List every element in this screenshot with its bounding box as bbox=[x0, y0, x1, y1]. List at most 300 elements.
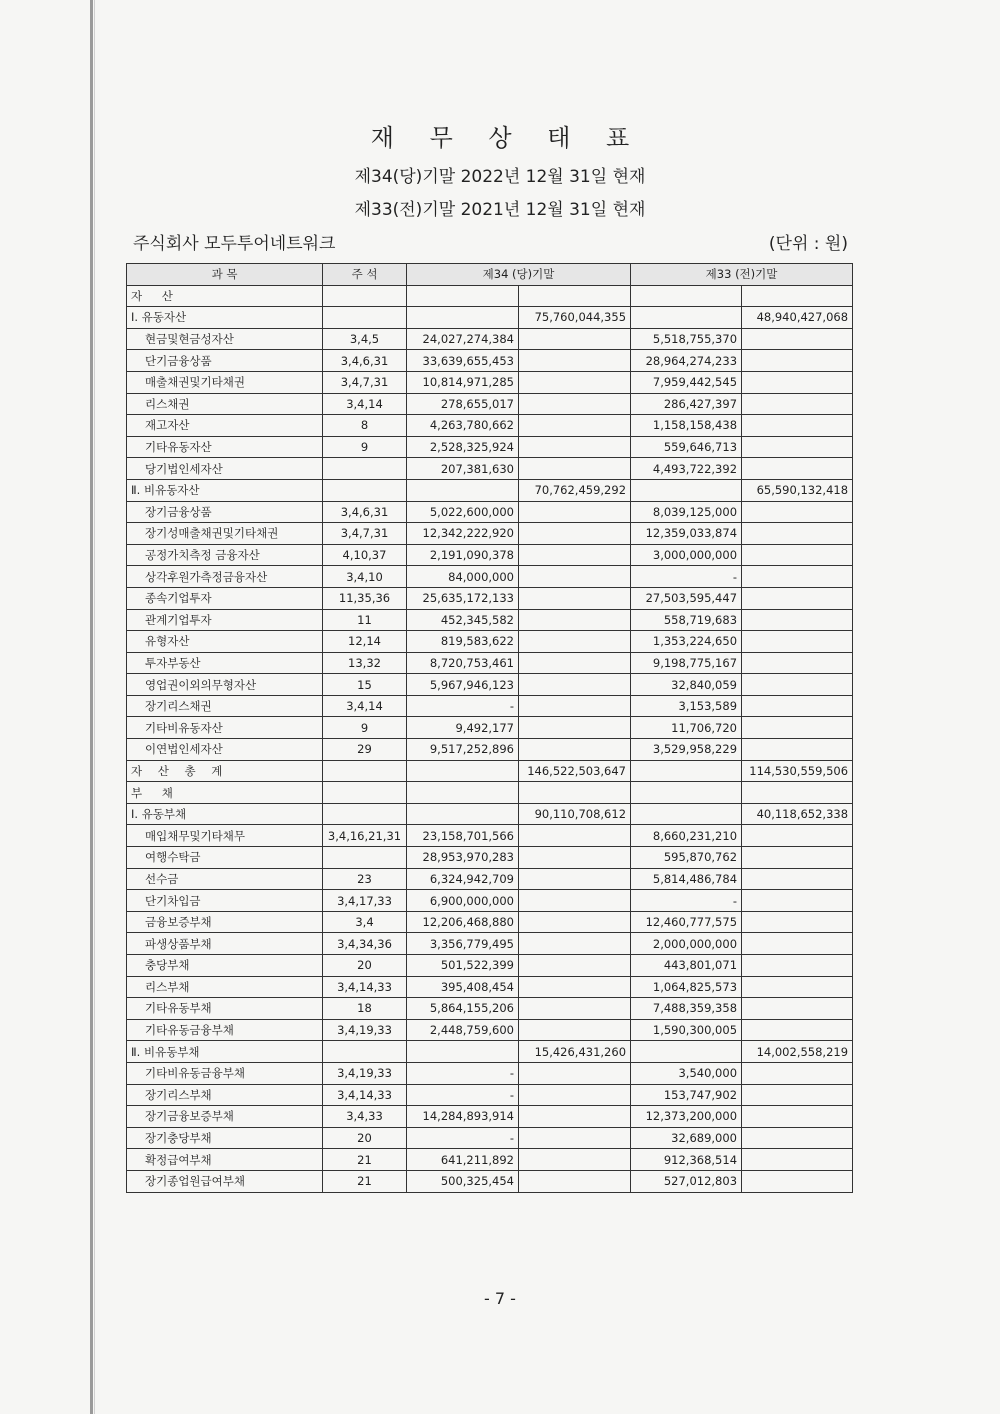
account-name: 장기종업원급여부채 bbox=[127, 1170, 323, 1192]
document-title: 재 무 상 태 표 bbox=[370, 124, 644, 152]
table-row-item bbox=[127, 501, 853, 523]
prior-item-cell: 3,000,000,000 bbox=[631, 544, 742, 566]
note-cell: 21 bbox=[323, 1149, 407, 1171]
note-cell: 29 bbox=[323, 739, 407, 761]
current-total-cell bbox=[519, 739, 631, 761]
account-name: 선수금 bbox=[127, 868, 323, 890]
prior-total-cell: 14,002,558,219 bbox=[742, 1041, 853, 1063]
current-item-cell: 25,635,172,133 bbox=[407, 587, 519, 609]
account-name: 기타비유동금융부채 bbox=[127, 1062, 323, 1084]
prior-item-cell: 8,039,125,000 bbox=[631, 501, 742, 523]
prior-item-cell: 3,540,000 bbox=[631, 1062, 742, 1084]
current-total-cell bbox=[519, 415, 631, 437]
account-name: 매입채무및기타채무 bbox=[127, 825, 323, 847]
note-cell: 18 bbox=[323, 998, 407, 1020]
current-total-cell bbox=[519, 544, 631, 566]
table-row-item bbox=[127, 739, 853, 761]
note-cell: 3,4,7,31 bbox=[323, 523, 407, 545]
account-name: 장기리스채권 bbox=[127, 695, 323, 717]
table-row-item bbox=[127, 868, 853, 890]
note-cell: 23 bbox=[323, 868, 407, 890]
account-name: 금융보증부채 bbox=[127, 911, 323, 933]
current-total-cell: 75,760,044,355 bbox=[519, 307, 631, 329]
note-cell bbox=[323, 803, 407, 825]
prior-total-cell bbox=[742, 1106, 853, 1128]
balance-sheet-table bbox=[126, 263, 853, 1193]
period-current: 제34(당)기말 2022년 12월 31일 현재 bbox=[354, 167, 646, 187]
current-total-cell bbox=[519, 371, 631, 393]
current-total-cell bbox=[519, 631, 631, 653]
current-total-cell bbox=[519, 911, 631, 933]
prior-item-cell: 7,959,442,545 bbox=[631, 371, 742, 393]
table-row-section bbox=[127, 782, 853, 804]
note-cell bbox=[323, 458, 407, 480]
note-cell: 4,10,37 bbox=[323, 544, 407, 566]
current-total-cell bbox=[519, 695, 631, 717]
current-item-cell: 10,814,971,285 bbox=[407, 371, 519, 393]
note-cell: 3,4,14 bbox=[323, 695, 407, 717]
table-row-item bbox=[127, 631, 853, 653]
account-name: 유형자산 bbox=[127, 631, 323, 653]
prior-total-cell bbox=[742, 782, 853, 804]
prior-item-cell: 12,373,200,000 bbox=[631, 1106, 742, 1128]
current-item-cell bbox=[407, 1041, 519, 1063]
note-cell bbox=[323, 782, 407, 804]
prior-item-cell: 5,518,755,370 bbox=[631, 328, 742, 350]
current-item-cell: 9,517,252,896 bbox=[407, 739, 519, 761]
prior-total-cell bbox=[742, 285, 853, 307]
note-cell: 3,4,6,31 bbox=[323, 350, 407, 372]
prior-total-cell bbox=[742, 1170, 853, 1192]
note-cell: 3,4,7,31 bbox=[323, 371, 407, 393]
total-label: 자 산 총 계 bbox=[127, 760, 323, 782]
note-cell: 20 bbox=[323, 955, 407, 977]
prior-item-cell: 28,964,274,233 bbox=[631, 350, 742, 372]
account-name: 당기법인세자산 bbox=[127, 458, 323, 480]
current-total-cell bbox=[519, 350, 631, 372]
account-name: 리스부채 bbox=[127, 976, 323, 998]
note-cell: 3,4,14 bbox=[323, 393, 407, 415]
prior-total-cell bbox=[742, 695, 853, 717]
account-name: 파생상품부채 bbox=[127, 933, 323, 955]
group-label: Ⅰ. 유동자산 bbox=[127, 307, 323, 329]
current-total-cell bbox=[519, 933, 631, 955]
prior-total-cell: 48,940,427,068 bbox=[742, 307, 853, 329]
prior-total-cell bbox=[742, 1084, 853, 1106]
account-name: 상각후원가측정금융자산 bbox=[127, 566, 323, 588]
note-cell: 9 bbox=[323, 436, 407, 458]
current-item-cell: 2,448,759,600 bbox=[407, 1019, 519, 1041]
prior-total-cell bbox=[742, 566, 853, 588]
prior-item-cell: 27,503,595,447 bbox=[631, 587, 742, 609]
table-row-item bbox=[127, 544, 853, 566]
prior-total-cell bbox=[742, 631, 853, 653]
table-row-item bbox=[127, 328, 853, 350]
prior-item-cell: 3,153,589 bbox=[631, 695, 742, 717]
current-item-cell: 33,639,655,453 bbox=[407, 350, 519, 372]
prior-total-cell bbox=[742, 976, 853, 998]
prior-total-cell bbox=[742, 350, 853, 372]
current-total-cell bbox=[519, 523, 631, 545]
note-cell: 11,35,36 bbox=[323, 587, 407, 609]
account-name: 장기금융상품 bbox=[127, 501, 323, 523]
current-item-cell: 5,967,946,123 bbox=[407, 674, 519, 696]
note-cell: 9 bbox=[323, 717, 407, 739]
header-account: 과 목 bbox=[127, 264, 323, 286]
table-row-item bbox=[127, 890, 853, 912]
current-item-cell: 5,022,600,000 bbox=[407, 501, 519, 523]
prior-item-cell: 12,460,777,575 bbox=[631, 911, 742, 933]
prior-total-cell bbox=[742, 911, 853, 933]
note-cell: 11 bbox=[323, 609, 407, 631]
account-name: 기타유동금융부채 bbox=[127, 1019, 323, 1041]
table-row-item bbox=[127, 652, 853, 674]
current-total-cell bbox=[519, 285, 631, 307]
note-cell: 3,4,10 bbox=[323, 566, 407, 588]
prior-total-cell bbox=[742, 739, 853, 761]
table-row-item bbox=[127, 393, 853, 415]
current-item-cell: 4,263,780,662 bbox=[407, 415, 519, 437]
current-item-cell: 9,492,177 bbox=[407, 717, 519, 739]
note-cell: 3,4,16,21,31 bbox=[323, 825, 407, 847]
current-total-cell bbox=[519, 609, 631, 631]
current-total-cell bbox=[519, 458, 631, 480]
current-item-cell: - bbox=[407, 1084, 519, 1106]
current-item-cell: 278,655,017 bbox=[407, 393, 519, 415]
table-row-item bbox=[127, 847, 853, 869]
account-name: 재고자산 bbox=[127, 415, 323, 437]
note-cell bbox=[323, 307, 407, 329]
table-row-item bbox=[127, 1149, 853, 1171]
account-name: 장기리스부채 bbox=[127, 1084, 323, 1106]
table-row-item bbox=[127, 609, 853, 631]
current-item-cell: 2,191,090,378 bbox=[407, 544, 519, 566]
table-row-group bbox=[127, 803, 853, 825]
table-row-item bbox=[127, 371, 853, 393]
prior-item-cell: 12,359,033,874 bbox=[631, 523, 742, 545]
note-cell bbox=[323, 285, 407, 307]
table-row-item bbox=[127, 976, 853, 998]
group-label: Ⅰ. 유동부채 bbox=[127, 803, 323, 825]
prior-total-cell bbox=[742, 436, 853, 458]
prior-total-cell bbox=[742, 458, 853, 480]
current-total-cell bbox=[519, 782, 631, 804]
current-item-cell: 14,284,893,914 bbox=[407, 1106, 519, 1128]
current-total-cell bbox=[519, 1062, 631, 1084]
prior-total-cell bbox=[742, 652, 853, 674]
table-row-item bbox=[127, 674, 853, 696]
prior-item-cell: 912,368,514 bbox=[631, 1149, 742, 1171]
current-total-cell bbox=[519, 328, 631, 350]
current-item-cell: 84,000,000 bbox=[407, 566, 519, 588]
current-total-cell bbox=[519, 955, 631, 977]
group-label: Ⅱ. 비유동자산 bbox=[127, 479, 323, 501]
table-row-group bbox=[127, 479, 853, 501]
prior-total-cell bbox=[742, 847, 853, 869]
table-row-item bbox=[127, 1170, 853, 1192]
account-name: 이연법인세자산 bbox=[127, 739, 323, 761]
current-item-cell: - bbox=[407, 1062, 519, 1084]
prior-item-cell: - bbox=[631, 890, 742, 912]
table-row-item bbox=[127, 825, 853, 847]
current-item-cell: 500,325,454 bbox=[407, 1170, 519, 1192]
note-cell: 3,4,19,33 bbox=[323, 1062, 407, 1084]
prior-item-cell: 9,198,775,167 bbox=[631, 652, 742, 674]
prior-total-cell bbox=[742, 890, 853, 912]
prior-total-cell bbox=[742, 955, 853, 977]
current-item-cell bbox=[407, 285, 519, 307]
table-row-item bbox=[127, 911, 853, 933]
table-row-item bbox=[127, 566, 853, 588]
current-total-cell bbox=[519, 587, 631, 609]
prior-item-cell: 558,719,683 bbox=[631, 609, 742, 631]
table-row-item bbox=[127, 933, 853, 955]
current-total-cell bbox=[519, 1106, 631, 1128]
prior-item-cell bbox=[631, 760, 742, 782]
table-body bbox=[127, 285, 853, 1192]
current-item-cell bbox=[407, 760, 519, 782]
prior-item-cell bbox=[631, 803, 742, 825]
current-total-cell bbox=[519, 825, 631, 847]
table-row-item bbox=[127, 587, 853, 609]
prior-item-cell: 4,493,722,392 bbox=[631, 458, 742, 480]
current-item-cell: 12,342,222,920 bbox=[407, 523, 519, 545]
prior-item-cell: 1,590,300,005 bbox=[631, 1019, 742, 1041]
prior-total-cell bbox=[742, 328, 853, 350]
prior-item-cell: 7,488,359,358 bbox=[631, 998, 742, 1020]
prior-total-cell bbox=[742, 825, 853, 847]
section-label: 자 산 bbox=[127, 285, 323, 307]
page-number: - 7 - bbox=[484, 1289, 516, 1308]
table-row-item bbox=[127, 458, 853, 480]
prior-total-cell bbox=[742, 1127, 853, 1149]
header-current-period: 제34 (당)기말 bbox=[407, 264, 631, 286]
current-item-cell: 6,900,000,000 bbox=[407, 890, 519, 912]
current-total-cell: 15,426,431,260 bbox=[519, 1041, 631, 1063]
prior-item-cell: 2,000,000,000 bbox=[631, 933, 742, 955]
account-name: 관계기업투자 bbox=[127, 609, 323, 631]
table-row-item bbox=[127, 436, 853, 458]
note-cell: 3,4,34,36 bbox=[323, 933, 407, 955]
note-cell bbox=[323, 847, 407, 869]
note-cell: 15 bbox=[323, 674, 407, 696]
header-note: 주 석 bbox=[323, 264, 407, 286]
current-total-cell bbox=[519, 1170, 631, 1192]
prior-total-cell bbox=[742, 674, 853, 696]
note-cell bbox=[323, 479, 407, 501]
table-row-item bbox=[127, 1127, 853, 1149]
note-cell bbox=[323, 760, 407, 782]
current-total-cell bbox=[519, 393, 631, 415]
table-row-item bbox=[127, 955, 853, 977]
table-row-item bbox=[127, 717, 853, 739]
current-item-cell: - bbox=[407, 695, 519, 717]
note-cell bbox=[323, 1041, 407, 1063]
prior-total-cell: 114,530,559,506 bbox=[742, 760, 853, 782]
current-total-cell bbox=[519, 566, 631, 588]
current-item-cell: 23,158,701,566 bbox=[407, 825, 519, 847]
current-item-cell bbox=[407, 479, 519, 501]
current-total-cell bbox=[519, 501, 631, 523]
table-header-row bbox=[127, 264, 853, 286]
table-row-group bbox=[127, 1041, 853, 1063]
account-name: 장기금융보증부채 bbox=[127, 1106, 323, 1128]
company-name: 주식회사 모두투어네트워크 bbox=[133, 234, 336, 254]
account-name: 매출채권및기타채권 bbox=[127, 371, 323, 393]
current-item-cell bbox=[407, 307, 519, 329]
prior-item-cell: 5,814,486,784 bbox=[631, 868, 742, 890]
table-row-item bbox=[127, 1106, 853, 1128]
current-item-cell bbox=[407, 782, 519, 804]
current-total-cell bbox=[519, 998, 631, 1020]
prior-item-cell bbox=[631, 479, 742, 501]
account-name: 투자부동산 bbox=[127, 652, 323, 674]
account-name: 기타비유동자산 bbox=[127, 717, 323, 739]
table-row-section bbox=[127, 285, 853, 307]
table-row-item bbox=[127, 998, 853, 1020]
account-name: 확정급여부채 bbox=[127, 1149, 323, 1171]
prior-total-cell bbox=[742, 393, 853, 415]
header-prior-period: 제33 (전)기말 bbox=[631, 264, 853, 286]
note-cell: 8 bbox=[323, 415, 407, 437]
current-item-cell: 8,720,753,461 bbox=[407, 652, 519, 674]
current-total-cell bbox=[519, 1019, 631, 1041]
prior-total-cell: 65,590,132,418 bbox=[742, 479, 853, 501]
prior-total-cell bbox=[742, 523, 853, 545]
prior-item-cell: - bbox=[631, 566, 742, 588]
note-cell: 3,4,19,33 bbox=[323, 1019, 407, 1041]
note-cell: 3,4,14,33 bbox=[323, 976, 407, 998]
table-row-item bbox=[127, 695, 853, 717]
prior-total-cell bbox=[742, 415, 853, 437]
account-name: 단기금융상품 bbox=[127, 350, 323, 372]
prior-item-cell: 595,870,762 bbox=[631, 847, 742, 869]
prior-item-cell: 1,158,158,438 bbox=[631, 415, 742, 437]
note-cell: 21 bbox=[323, 1170, 407, 1192]
current-total-cell bbox=[519, 674, 631, 696]
prior-total-cell bbox=[742, 1019, 853, 1041]
prior-item-cell: 527,012,803 bbox=[631, 1170, 742, 1192]
note-cell: 3,4,6,31 bbox=[323, 501, 407, 523]
prior-total-cell bbox=[742, 717, 853, 739]
table-row-item bbox=[127, 1084, 853, 1106]
current-total-cell bbox=[519, 1149, 631, 1171]
prior-item-cell: 32,840,059 bbox=[631, 674, 742, 696]
prior-item-cell bbox=[631, 307, 742, 329]
current-item-cell: 5,864,155,206 bbox=[407, 998, 519, 1020]
prior-total-cell bbox=[742, 933, 853, 955]
current-item-cell: 2,528,325,924 bbox=[407, 436, 519, 458]
current-total-cell bbox=[519, 652, 631, 674]
account-name: 리스채권 bbox=[127, 393, 323, 415]
note-cell: 12,14 bbox=[323, 631, 407, 653]
current-total-cell: 90,110,708,612 bbox=[519, 803, 631, 825]
table-row-item bbox=[127, 1019, 853, 1041]
prior-item-cell: 3,529,958,229 bbox=[631, 739, 742, 761]
current-total-cell bbox=[519, 1084, 631, 1106]
current-item-cell: 641,211,892 bbox=[407, 1149, 519, 1171]
current-item-cell: 24,027,274,384 bbox=[407, 328, 519, 350]
current-total-cell: 70,762,459,292 bbox=[519, 479, 631, 501]
table-row-item bbox=[127, 415, 853, 437]
current-item-cell: 395,408,454 bbox=[407, 976, 519, 998]
account-name: 장기충당부채 bbox=[127, 1127, 323, 1149]
current-total-cell bbox=[519, 436, 631, 458]
prior-item-cell: 1,353,224,650 bbox=[631, 631, 742, 653]
prior-item-cell bbox=[631, 1041, 742, 1063]
prior-total-cell bbox=[742, 371, 853, 393]
current-total-cell bbox=[519, 847, 631, 869]
account-name: 공정가치측정 금융자산 bbox=[127, 544, 323, 566]
account-name: 현금및현금성자산 bbox=[127, 328, 323, 350]
prior-total-cell bbox=[742, 868, 853, 890]
current-item-cell: - bbox=[407, 1127, 519, 1149]
note-cell: 3,4,17,33 bbox=[323, 890, 407, 912]
account-name: 기타유동부채 bbox=[127, 998, 323, 1020]
current-total-cell bbox=[519, 1127, 631, 1149]
group-label: Ⅱ. 비유동부채 bbox=[127, 1041, 323, 1063]
prior-item-cell: 286,427,397 bbox=[631, 393, 742, 415]
prior-total-cell bbox=[742, 609, 853, 631]
prior-total-cell bbox=[742, 1149, 853, 1171]
current-total-cell bbox=[519, 868, 631, 890]
prior-total-cell bbox=[742, 501, 853, 523]
current-item-cell: 819,583,622 bbox=[407, 631, 519, 653]
prior-item-cell: 559,646,713 bbox=[631, 436, 742, 458]
prior-item-cell: 1,064,825,573 bbox=[631, 976, 742, 998]
prior-item-cell bbox=[631, 285, 742, 307]
current-item-cell: 12,206,468,880 bbox=[407, 911, 519, 933]
prior-item-cell: 153,747,902 bbox=[631, 1084, 742, 1106]
current-item-cell: 207,381,630 bbox=[407, 458, 519, 480]
prior-item-cell: 32,689,000 bbox=[631, 1127, 742, 1149]
current-total-cell bbox=[519, 717, 631, 739]
note-cell: 20 bbox=[323, 1127, 407, 1149]
prior-item-cell bbox=[631, 782, 742, 804]
account-name: 여행수탁금 bbox=[127, 847, 323, 869]
note-cell: 13,32 bbox=[323, 652, 407, 674]
account-name: 종속기업투자 bbox=[127, 587, 323, 609]
table-row-item bbox=[127, 523, 853, 545]
account-name: 영업권이외의무형자산 bbox=[127, 674, 323, 696]
period-prior: 제33(전)기말 2021년 12월 31일 현재 bbox=[354, 200, 646, 220]
currency-unit: (단위 : 원) bbox=[768, 234, 848, 254]
current-item-cell: 6,324,942,709 bbox=[407, 868, 519, 890]
prior-total-cell bbox=[742, 587, 853, 609]
account-name: 충당부채 bbox=[127, 955, 323, 977]
prior-item-cell: 11,706,720 bbox=[631, 717, 742, 739]
current-item-cell: 501,522,399 bbox=[407, 955, 519, 977]
table-row-item bbox=[127, 1062, 853, 1084]
current-item-cell: 452,345,582 bbox=[407, 609, 519, 631]
table-row-group bbox=[127, 307, 853, 329]
prior-item-cell: 443,801,071 bbox=[631, 955, 742, 977]
note-cell: 3,4,14,33 bbox=[323, 1084, 407, 1106]
table-row-item bbox=[127, 350, 853, 372]
current-total-cell bbox=[519, 976, 631, 998]
current-item-cell bbox=[407, 803, 519, 825]
table-row-total bbox=[127, 760, 853, 782]
prior-total-cell: 40,118,652,338 bbox=[742, 803, 853, 825]
prior-total-cell bbox=[742, 544, 853, 566]
current-total-cell bbox=[519, 890, 631, 912]
section-label: 부 채 bbox=[127, 782, 323, 804]
account-name: 기타유동자산 bbox=[127, 436, 323, 458]
prior-total-cell bbox=[742, 998, 853, 1020]
note-cell: 3,4 bbox=[323, 911, 407, 933]
current-item-cell: 28,953,970,283 bbox=[407, 847, 519, 869]
current-total-cell: 146,522,503,647 bbox=[519, 760, 631, 782]
